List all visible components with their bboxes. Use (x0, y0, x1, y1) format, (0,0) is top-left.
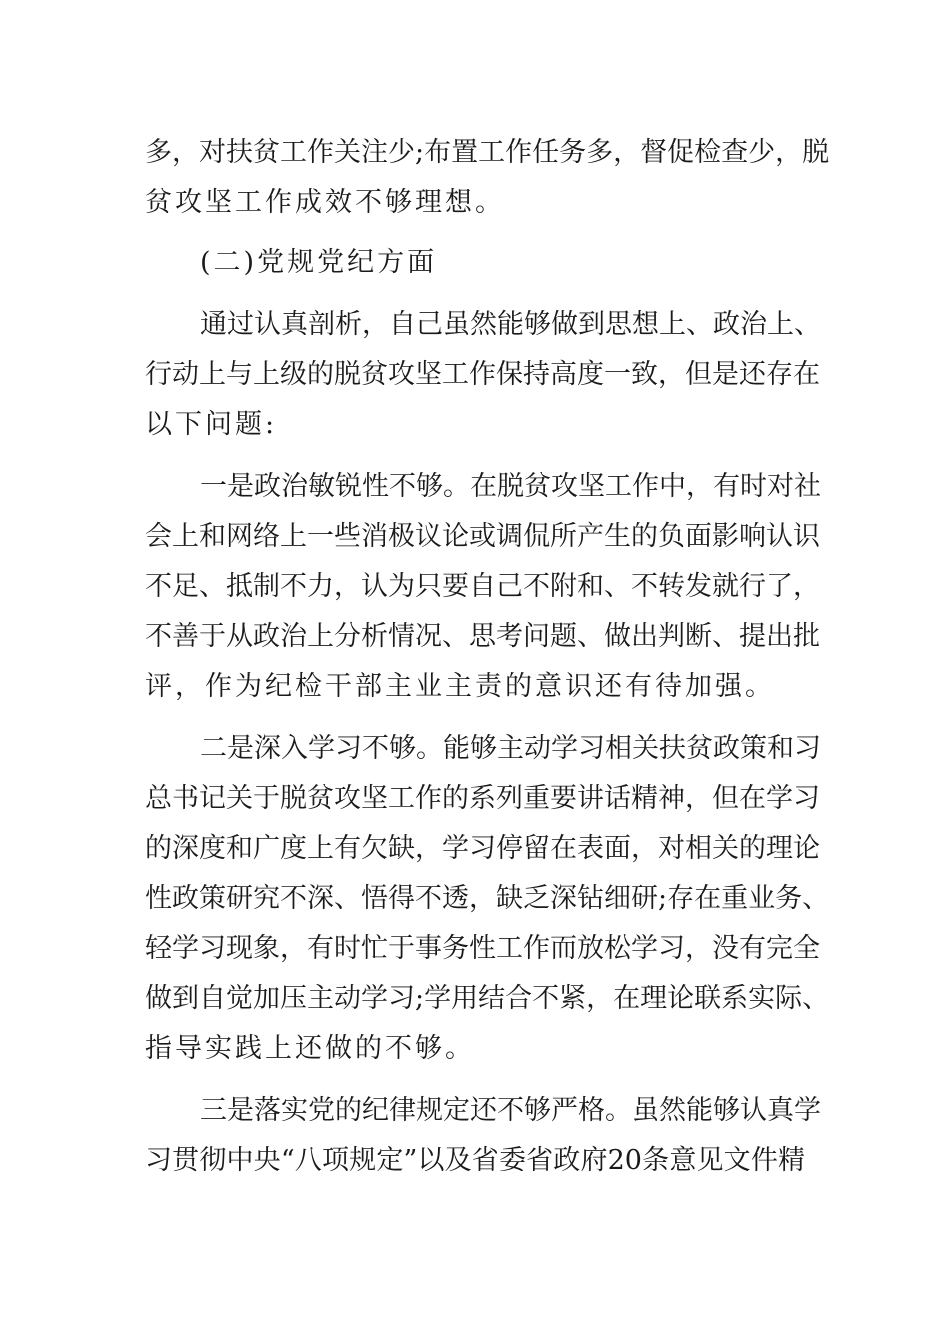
text-line: 通过认真剖析，自己虽然能够做到思想上、政治上、 (200, 309, 821, 340)
text-line: 指导实践上还做的不够。 (145, 1033, 475, 1064)
text-line: 习贯彻中央“八项规定”以及省委省政府20条意见文件精 (145, 1145, 805, 1176)
text-line: 轻学习现象，有时忙于事务性工作而放松学习，没有完全 (145, 933, 820, 964)
text-line: 三是落实党的纪律规定还不够严格。虽然能够认真学 (200, 1095, 821, 1126)
text-line: 不足、抵制不力，认为只要自己不附和、不转发就行了， (145, 571, 820, 602)
text-line: 多，对扶贫工作关注少;布置工作任务多，督促检查少，脱 (145, 137, 830, 168)
text-line: 的深度和广度上有欠缺，学习停留在表面，对相关的理论 (145, 833, 820, 864)
text-line: 一是政治敏锐性不够。在脱贫攻坚工作中，有时对社 (200, 471, 821, 502)
text-line: 总书记关于脱贫攻坚工作的系列重要讲话精神，但在学习 (145, 783, 820, 814)
section-heading: (二)党规党纪方面 (200, 247, 438, 278)
text-line: 以下问题: (145, 409, 278, 440)
text-line: 性政策研究不深、悟得不透，缺乏深钻细研;存在重业务、 (145, 883, 830, 914)
text-line: 做到自觉加压主动学习;学用结合不紧，在理论联系实际、 (145, 983, 830, 1014)
text-line: 不善于从政治上分析情况、思考问题、做出判断、提出批 (145, 621, 820, 652)
text-line: 评，作为纪检干部主业主责的意识还有待加强。 (145, 671, 775, 702)
text-line: 行动上与上级的脱贫攻坚工作保持高度一致，但是还存在 (145, 359, 820, 390)
text-line: 二是深入学习不够。能够主动学习相关扶贫政策和习 (200, 733, 821, 764)
text-line: 会上和网络上一些消极议论或调侃所产生的负面影响认识 (145, 521, 820, 552)
text-line: 贫攻坚工作成效不够理想。 (145, 187, 505, 218)
